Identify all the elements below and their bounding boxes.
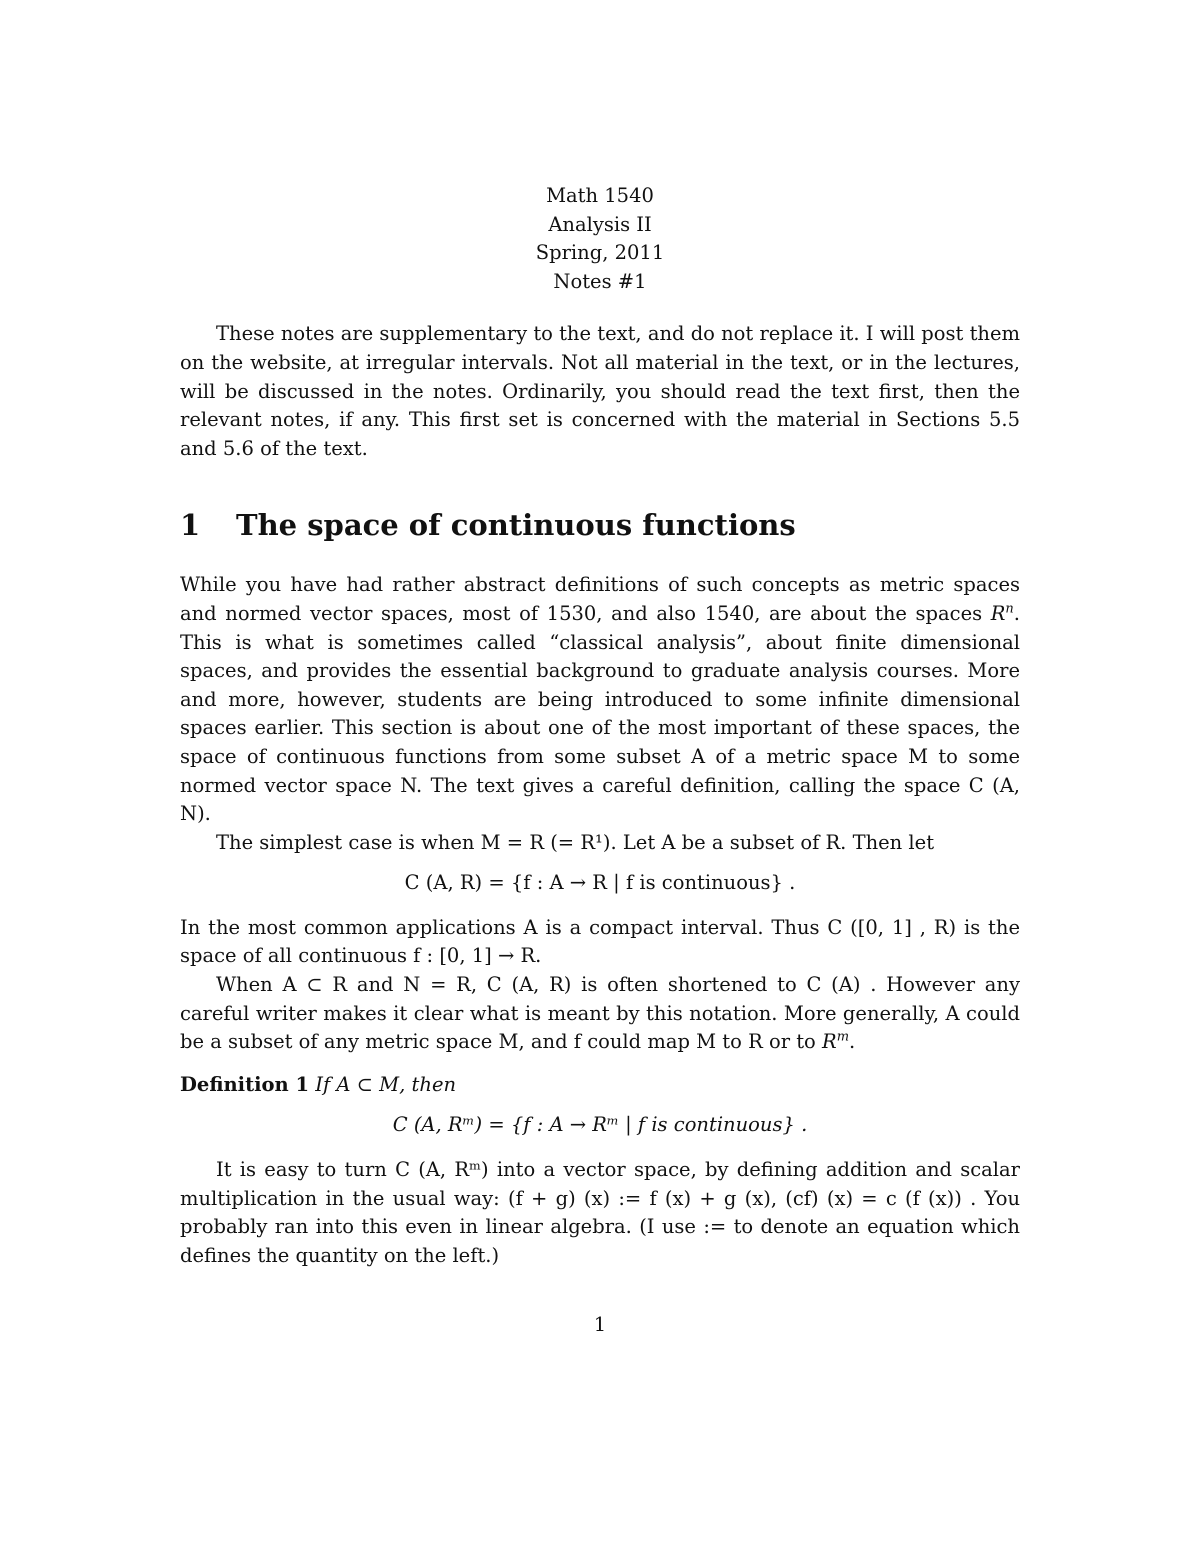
paragraph-4-end: . [849, 1030, 856, 1054]
section-heading [180, 505, 1020, 545]
definition-text: If A ⊂ M, then [315, 1072, 457, 1096]
paragraph-1-end: . This is what is sometimes called “classical analysis”, about finite dimensional spaces, and provides the essential background to graduate analysis courses. More and more, however, students are being introduced to some infinite dimensional spaces earlier. This section is about one of the most important of these spaces, the space of continuous functions from some subset A of a metric space M to some normed vector space N. The text gives a careful definition, calling the space C (A, N). [180, 601, 1020, 826]
rm-exponent: m [836, 1029, 850, 1045]
paragraph-2: The simplest case is when M = R (= R¹). Let A be a subset of R. Then let [216, 830, 935, 854]
section-number: 1 [180, 508, 201, 543]
paragraph-4 [180, 971, 1020, 1057]
notes-number: Notes #1 [553, 269, 647, 293]
page-number: 1 [593, 1313, 607, 1336]
course-subject: Analysis II [548, 212, 652, 236]
title-block [180, 182, 1020, 296]
rn-exponent: n [1005, 601, 1014, 617]
paragraph-5: It is easy to turn C (A, Rᵐ) into a vector space, by defining addition and scalar multiplication in the usual way: (f + g) (x) := f (x) + g (x), (cf) (x) = c (f (x)) . You probably ran into this even in linear algebra. (I use := to denote an equation which defines the quantity on the left.) [180, 1158, 1020, 1267]
definition-1 [180, 1071, 1020, 1100]
document-page [180, 182, 1020, 1270]
rm-symbol: R [822, 1030, 837, 1054]
rn-symbol: R [990, 601, 1006, 625]
definition-label: Definition 1 [180, 1072, 310, 1096]
section-title: The space of continuous functions [236, 508, 796, 543]
course-term: Spring, 2011 [535, 241, 665, 265]
paragraph-1 [180, 571, 1020, 828]
paragraph-1-start: While you have had rather abstract definitions of such concepts as metric spaces and normed vector spaces, most of 1530, and also 1540, are about the spaces [180, 573, 1020, 625]
paragraph-3: In the most common applications A is a compact interval. Thus C ([0, 1] , R) is the space of all continuous f : [0, 1] → R. [180, 915, 1020, 968]
paragraph-4-start: When A ⊂ R and N = R, C (A, R) is often shortened to C (A) . However any careful writer makes it clear what is meant by this notation. More generally, A could be a subset of any metric space M, and f could map M to R or to [180, 973, 1020, 1054]
intro-paragraph: These notes are supplementary to the text, and do not replace it. I will post them on the website, at irregular intervals. Not all material in the text, or in the lectures, will be discussed in the notes. Ordinarily, you should read the text first, then the relevant notes, if any. This first set is concerned with the material in Sections 5.5 and 5.6 of the text. [180, 322, 1020, 460]
course-title: Math 1540 [546, 184, 654, 207]
display-equation-2: C (A, Rᵐ) = {f : A → Rᵐ | f is continuous} . [392, 1113, 808, 1137]
display-equation-1: C (A, R) = {f : A → R | f is continuous} . [404, 871, 796, 895]
